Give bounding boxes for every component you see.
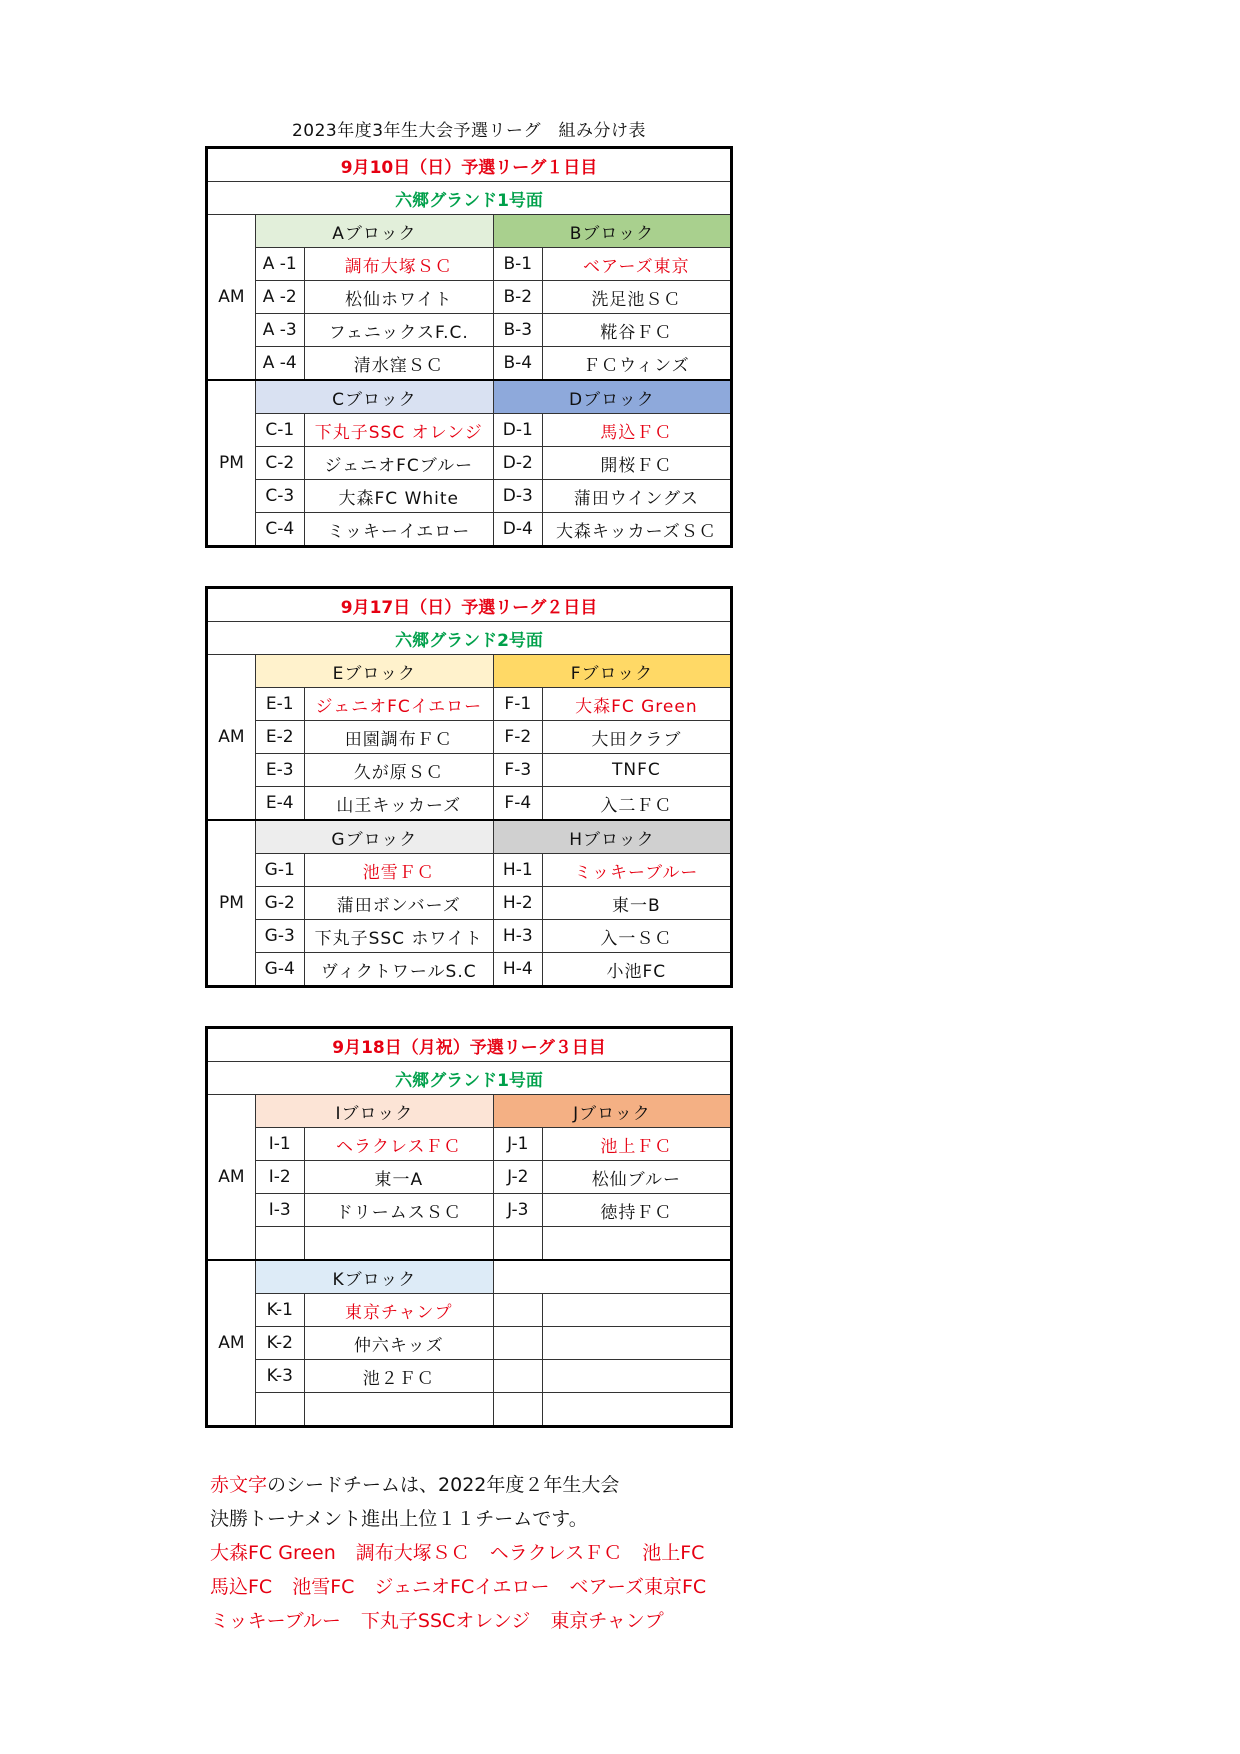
slot-id-right: B-3 [493,314,542,347]
slot-id-right: J-3 [493,1194,542,1227]
seed-team: 池雪FC [292,1576,355,1598]
session-period: PM [207,380,256,547]
seed-team: ジェニオFCイエロー [374,1576,550,1598]
slot-id-left [255,1393,304,1427]
slot-id-right: F-4 [493,787,542,821]
team-row [207,447,732,480]
team-name-right: 入二ＦＣ [542,787,731,821]
team-row [207,688,732,721]
team-row [207,1393,732,1427]
slot-id-left: A -3 [255,314,304,347]
seed-team: 馬込FC [210,1576,273,1598]
team-name-left: 池雪ＦＣ [304,854,493,887]
team-name-left: 山王キッカーズ [304,787,493,821]
team-row [207,920,732,953]
session-period: AM [207,1260,256,1427]
team-name-right: 松仙ブルー [542,1161,731,1194]
slot-id-right: B-4 [493,347,542,381]
slot-id-left: I-3 [255,1194,304,1227]
slot-id-left: G-4 [255,953,304,987]
block-label-right [493,1260,731,1294]
seed-team: 調布大塚ＳＣ [355,1542,470,1564]
team-row [207,1128,732,1161]
slot-id-right: B-2 [493,281,542,314]
seed-team: ミッキーブルー [210,1610,341,1632]
team-name-right [542,1327,731,1360]
block-label-left: Cブロック [255,380,493,414]
team-row [207,347,732,381]
team-name-right [542,1227,731,1261]
schedule-table [205,586,733,988]
day-header: 9月17日（日）予選リーグ２日目 [207,588,732,622]
team-name-left: 田園調布ＦＣ [304,721,493,754]
block-header-row [207,1260,732,1294]
slot-id-left: K-2 [255,1327,304,1360]
slot-id-right: H-4 [493,953,542,987]
team-row [207,1294,732,1327]
seed-team: 大森FC Green [210,1542,336,1564]
slot-id-left: K-3 [255,1360,304,1393]
team-name-right: 池上ＦＣ [542,1128,731,1161]
slot-id-right: D-3 [493,480,542,513]
team-row [207,1194,732,1227]
slot-id-left: E-3 [255,754,304,787]
slot-id-left: I-2 [255,1161,304,1194]
slot-id-right: F-1 [493,688,542,721]
team-name-left: ヘラクレスＦＣ [304,1128,493,1161]
team-name-left: ジェニオFCイエロー [304,688,493,721]
ground-row [207,622,732,655]
slot-id-right: D-1 [493,414,542,447]
team-name-left: ミッキーイエロー [304,513,493,547]
seed-team: 池上FC [642,1542,705,1564]
team-row [207,314,732,347]
slot-id-left: A -2 [255,281,304,314]
team-name-right: 東一B [542,887,731,920]
block-label-right: Jブロック [493,1095,731,1128]
day-1-schedule [205,146,733,548]
team-row [207,1227,732,1261]
slot-id-left: G-3 [255,920,304,953]
day-header-row [207,588,732,622]
block-header-row [207,655,732,688]
slot-id-left: G-1 [255,854,304,887]
block-header-row [207,820,732,854]
team-name-right [542,1360,731,1393]
team-row [207,1161,732,1194]
team-name-right: 大田クラブ [542,721,731,754]
team-name-right: ＦＣウィンズ [542,347,731,381]
day-header: 9月10日（日）予選リーグ１日目 [207,148,732,182]
team-row [207,854,732,887]
block-label-right: Dブロック [493,380,731,414]
slot-id-left: C-2 [255,447,304,480]
slot-id-right: D-4 [493,513,542,547]
team-name-left: 下丸子SSC オレンジ [304,414,493,447]
team-name-left: 池２ＦＣ [304,1360,493,1393]
block-header-row [207,215,732,248]
block-label-left: Gブロック [255,820,493,854]
team-row [207,721,732,754]
slot-id-right: F-2 [493,721,542,754]
notes-line-1-rest: のシードチームは、2022年度２年生大会 [267,1474,620,1496]
slot-id-left: C-3 [255,480,304,513]
slot-id-right: H-2 [493,887,542,920]
slot-id-right [493,1393,542,1427]
team-name-left: ドリームスＳＣ [304,1194,493,1227]
block-label-left: Iブロック [255,1095,493,1128]
seed-line [210,1604,910,1638]
slot-id-right: H-1 [493,854,542,887]
seed-team: 下丸子SSCオレンジ [360,1610,531,1632]
block-label-left: Aブロック [255,215,493,248]
ground-name: 六郷グランド1号面 [207,1062,732,1095]
block-label-left: Eブロック [255,655,493,688]
team-name-left: ヴィクトワールS.C [304,953,493,987]
block-header-row [207,380,732,414]
page-title: 2023年度3年生大会予選リーグ 組み分け表 [291,121,647,141]
slot-id-right: D-2 [493,447,542,480]
schedule-table [205,146,733,548]
block-label-right: Fブロック [493,655,731,688]
team-row [207,248,732,281]
team-name-left [304,1393,493,1427]
team-name-right: 馬込ＦＣ [542,414,731,447]
team-name-right: 大森キッカーズＳＣ [542,513,731,547]
team-row [207,480,732,513]
slot-id-left: E-2 [255,721,304,754]
session-period: PM [207,820,256,987]
slot-id-left: E-4 [255,787,304,821]
slot-id-right: J-2 [493,1161,542,1194]
slot-id-left: E-1 [255,688,304,721]
slot-id-left: A -1 [255,248,304,281]
team-row [207,953,732,987]
slot-id-left: C-4 [255,513,304,547]
session-period: AM [207,655,256,821]
slot-id-right: H-3 [493,920,542,953]
slot-id-left: C-1 [255,414,304,447]
team-name-right: 小池FC [542,953,731,987]
team-name-right: 大森FC Green [542,688,731,721]
seed-line [210,1536,910,1570]
team-name-right: ミッキーブルー [542,854,731,887]
team-row [207,1327,732,1360]
slot-id-right [493,1294,542,1327]
team-name-right: 入一ＳＣ [542,920,731,953]
seed-team-list [210,1536,910,1638]
slot-id-left: A -4 [255,347,304,381]
team-row [207,887,732,920]
slot-id-right [493,1327,542,1360]
team-name-left: ジェニオFCブルー [304,447,493,480]
slot-id-right: B-1 [493,248,542,281]
schedule-table [205,1026,733,1428]
team-name-left: 東京チャンプ [304,1294,493,1327]
team-row [207,787,732,821]
team-name-left: 東一A [304,1161,493,1194]
team-name-left: 仲六キッズ [304,1327,493,1360]
team-name-right: 開桜ＦＣ [542,447,731,480]
team-row [207,414,732,447]
team-name-right: 洗足池ＳＣ [542,281,731,314]
team-row [207,1360,732,1393]
team-name-right: ベアーズ東京 [542,248,731,281]
team-name-left: 久が原ＳＣ [304,754,493,787]
session-period: AM [207,215,256,381]
team-name-left [304,1227,493,1261]
ground-name: 六郷グランド2号面 [207,622,732,655]
team-row [207,513,732,547]
day-header-row [207,1028,732,1062]
red-text-label: 赤文字 [210,1474,268,1496]
team-row [207,754,732,787]
team-name-right [542,1393,731,1427]
slot-id-right: J-1 [493,1128,542,1161]
block-label-left: Kブロック [255,1260,493,1294]
seed-team: ヘラクレスＦＣ [489,1542,623,1564]
team-name-right [542,1294,731,1327]
day-2-schedule [205,586,733,988]
slot-id-left: K-1 [255,1294,304,1327]
team-name-left: 下丸子SSC ホワイト [304,920,493,953]
slot-id-right [493,1360,542,1393]
block-label-right: Hブロック [493,820,731,854]
slot-id-right: F-3 [493,754,542,787]
block-label-right: Bブロック [493,215,731,248]
team-name-left: 松仙ホワイト [304,281,493,314]
slot-id-right [493,1227,542,1261]
team-name-right: TNFC [542,754,731,787]
team-name-left: 清水窪ＳＣ [304,347,493,381]
slot-id-left: I-1 [255,1128,304,1161]
ground-row [207,1062,732,1095]
session-period: AM [207,1095,256,1261]
day-3-schedule [205,1026,733,1428]
seed-team: ベアーズ東京FC [569,1576,707,1598]
team-name-right: 糀谷ＦＣ [542,314,731,347]
notes-line-1 [210,1468,910,1502]
ground-name: 六郷グランド1号面 [207,182,732,215]
team-name-left: フェニックスF.C. [304,314,493,347]
ground-row [207,182,732,215]
seed-line [210,1570,910,1604]
seed-notes [210,1468,910,1638]
team-name-left: 大森FC White [304,480,493,513]
team-name-left: 蒲田ボンバーズ [304,887,493,920]
team-name-left: 調布大塚ＳＣ [304,248,493,281]
day-header-row [207,148,732,182]
notes-line-2: 決勝トーナメント進出上位１１チームです。 [210,1508,588,1530]
team-name-right: 蒲田ウイングス [542,480,731,513]
slot-id-left: G-2 [255,887,304,920]
seed-team: 東京チャンプ [550,1610,664,1632]
slot-id-left [255,1227,304,1261]
day-header: 9月18日（月祝）予選リーグ３日目 [207,1028,732,1062]
team-name-right: 徳持ＦＣ [542,1194,731,1227]
block-header-row [207,1095,732,1128]
team-row [207,281,732,314]
